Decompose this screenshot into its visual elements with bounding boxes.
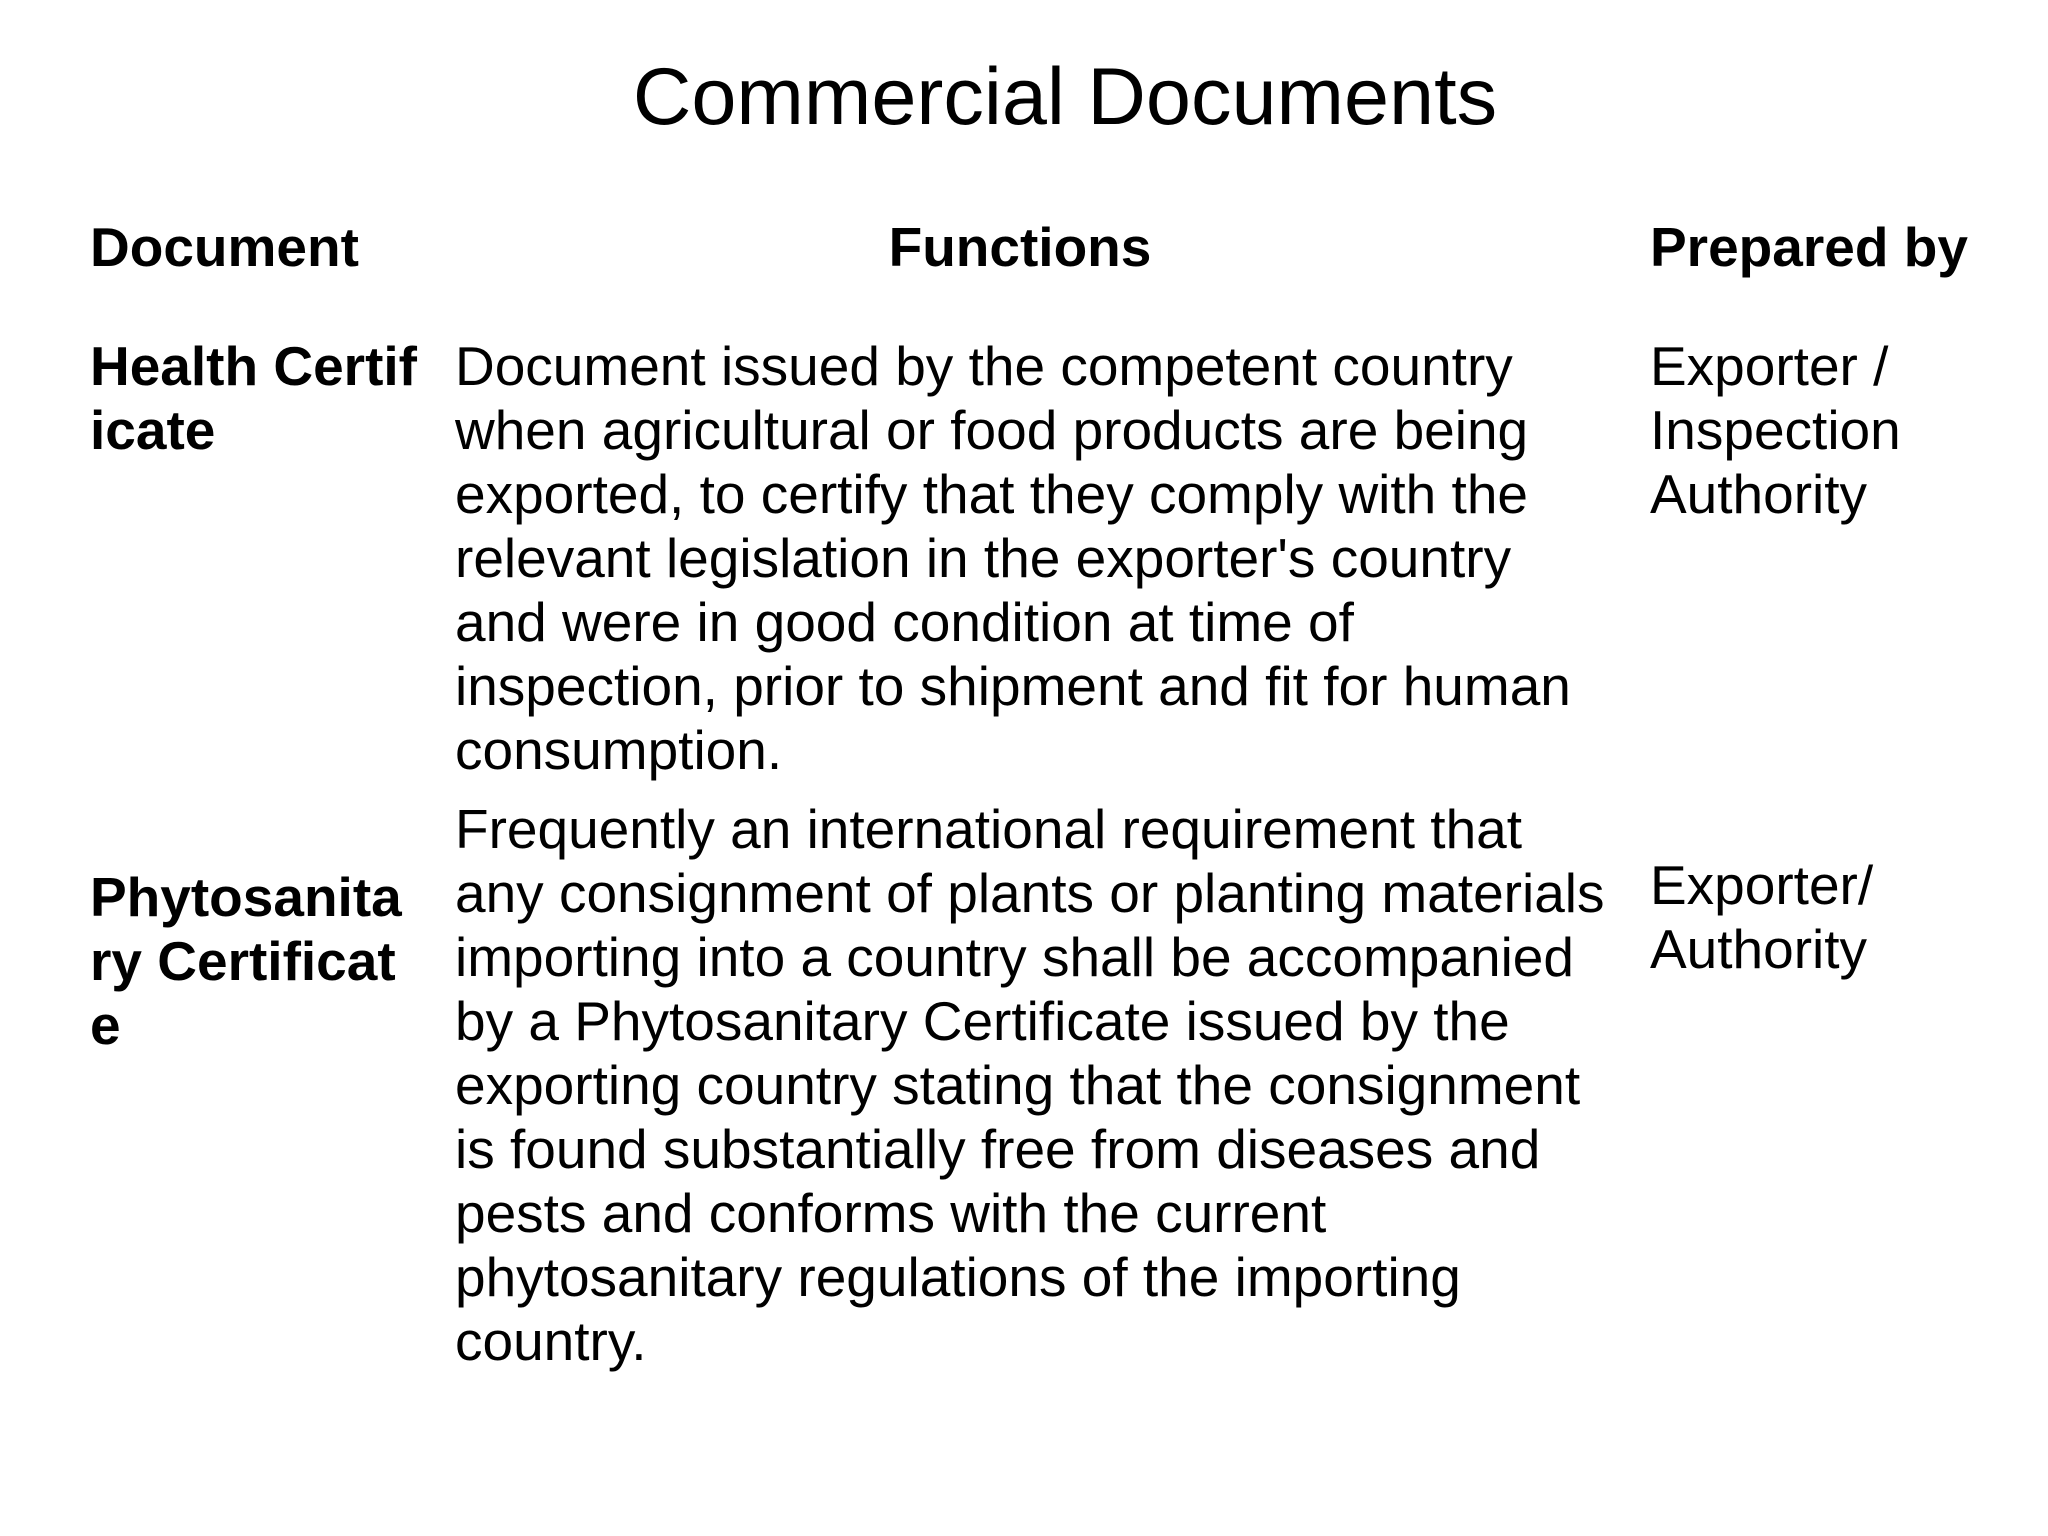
row-2-document: Phytosanitary Certificate xyxy=(90,866,402,1056)
row-1-functions: Document issued by the competent country when agricultural or food products are being exported, to certify that they comply with the relevant legislation in the exporter's country and were in good condition at time of inspection, prior to shipment and fit for human consumption. xyxy=(455,335,1571,781)
row-1-document: Health Certificate xyxy=(90,335,417,461)
column-header-functions: Functions xyxy=(888,216,1152,278)
row-2-functions: Frequently an international requirement that any consignment of plants or planting materials importing into a country shall be accompanied by a Phytosanitary Certificate issued by the exporting country stating that the consignment is found substantially free from diseases and pests and conforms with the current phytosanitary regulations of the importing country. xyxy=(455,798,1605,1372)
slide-title: Commercial Documents xyxy=(632,52,1498,142)
row-2-prepared-by: Exporter/ Authority xyxy=(1650,854,1874,980)
column-header-prepared-by: Prepared by xyxy=(1650,216,1968,278)
column-header-document: Document xyxy=(90,216,359,278)
row-1-prepared-by: Exporter / Inspection Authority xyxy=(1650,335,1901,525)
